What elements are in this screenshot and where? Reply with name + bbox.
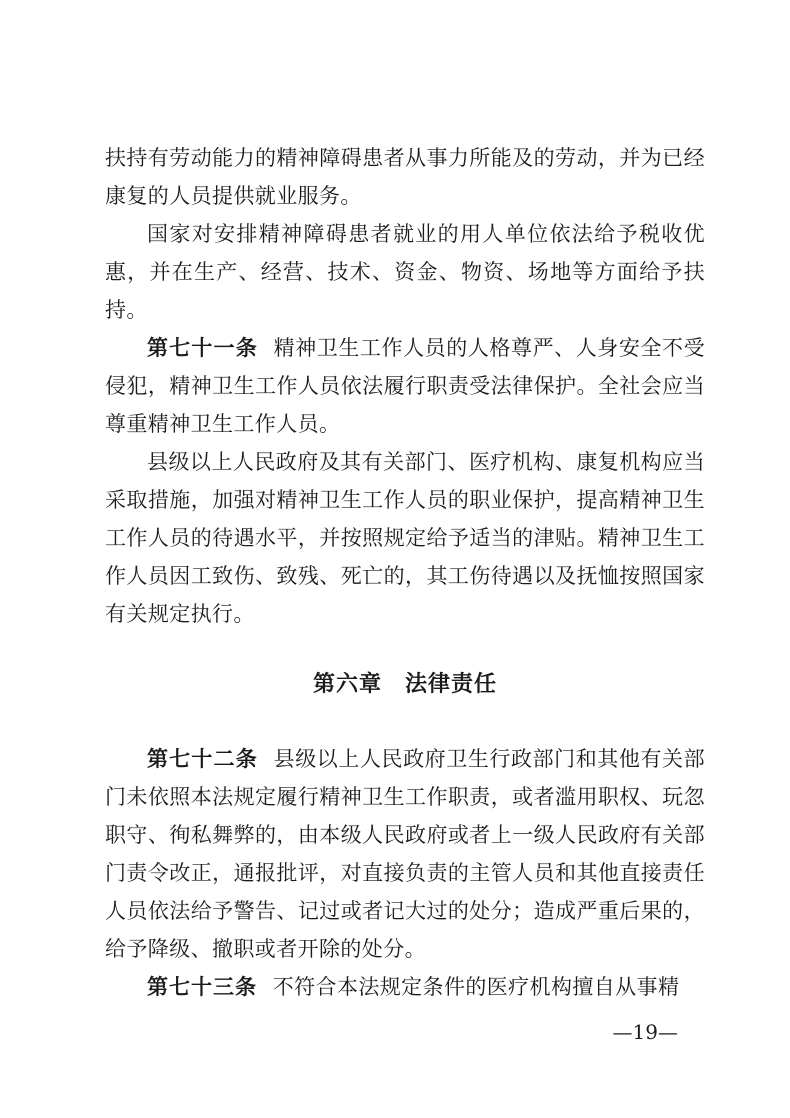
article-number: 第七十三条 — [147, 975, 257, 999]
body-paragraph: 县级以上人民政府及其有关部门、医疗机构、康复机构应当采取措施，加强对精神卫生工作人员的职业保护，提高精神卫生工作人员的待遇水平，并按照规定给予适当的津贴。精神卫生工作人员因工致伤、致残、死亡的，其工伤待遇以及抚恤按照国家有关规定执行。 — [105, 450, 705, 626]
article-text: 县级以上人民政府卫生行政部门和其他有关部门未依照本法规定履行精神卫生工作职责，或者滥用职权、玩忽职守、徇私舞弊的，由本级人民政府或者上一级人民政府有关部门责令改正，通报批评，对直接负责的主管人员和其他直接责任人员依法给予警告、记过或者记大过的处分；造成严重后果的，给予降级、撤职或者开除的处分。 — [105, 747, 706, 961]
body-paragraph: 扶持有劳动能力的精神障碍患者从事力所能及的劳动，并为已经康复的人员提供就业服务。 — [105, 146, 705, 208]
chapter-heading: 第六章 法律责任 — [312, 672, 497, 697]
text-body — [105, 139, 705, 1006]
body-paragraph: 国家对安排精神障碍患者就业的用人单位依法给予税收优惠，并在生产、经营、技术、资金、物资、场地等方面给予扶持。 — [105, 222, 705, 322]
article-text: 不符合本法规定条件的医疗机构擅自从事精 — [272, 975, 680, 999]
article-paragraph — [105, 329, 705, 443]
article-paragraph — [105, 740, 705, 968]
page-number: —19— — [612, 1020, 678, 1044]
article-number: 第七十一条 — [147, 336, 258, 360]
article-text: 精神卫生工作人员的人格尊严、人身安全不受侵犯，精神卫生工作人员依法履行职责受法律保护。全社会应当尊重精神卫生工作人员。 — [105, 336, 706, 436]
article-number: 第七十二条 — [147, 747, 258, 771]
article-paragraph — [105, 968, 705, 1006]
